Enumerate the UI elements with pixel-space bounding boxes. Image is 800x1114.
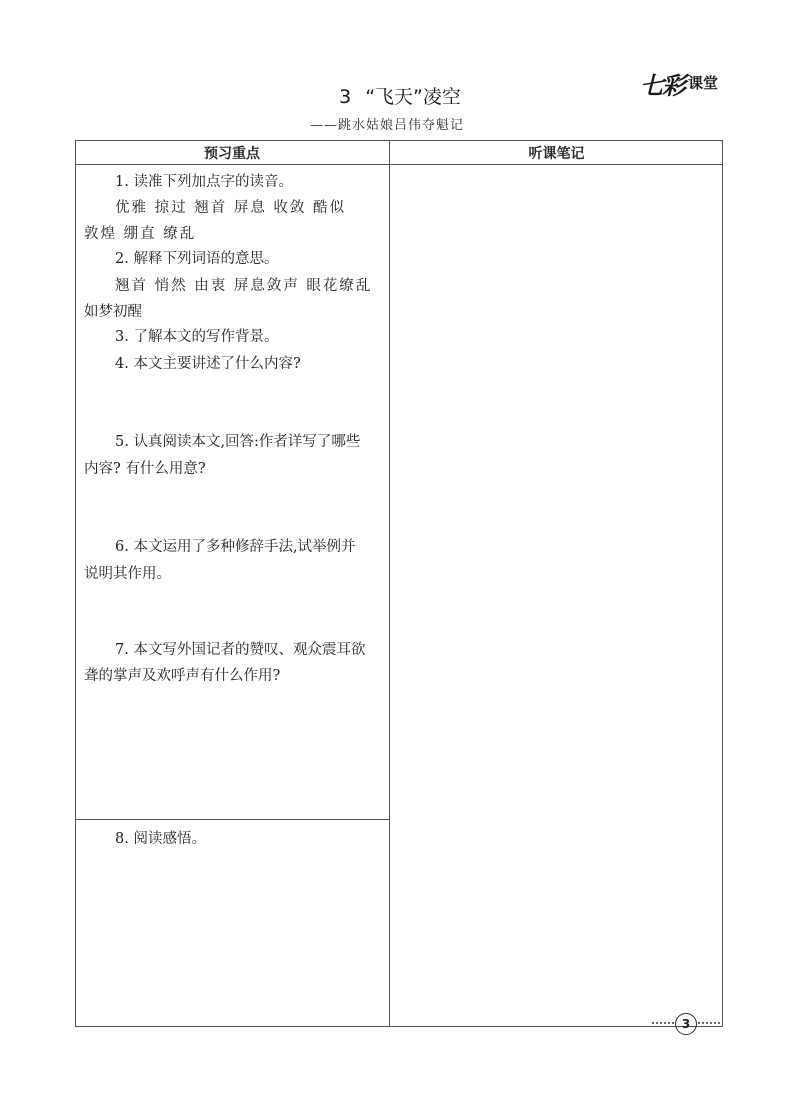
question-8: 8. 阅读感悟。 <box>115 831 206 847</box>
page-number: 3 <box>675 1013 697 1035</box>
question-4: 4. 本文主要讲述了什么内容? <box>115 356 301 372</box>
lesson-title <box>0 82 800 109</box>
question-2-words-line-2: 如梦初醒 <box>84 304 142 320</box>
question-2-words-line-1: 翘首 悄然 由衷 屏息敛声 眼花缭乱 <box>115 278 373 294</box>
preview-key-points-header: 预习重点 <box>204 146 260 162</box>
lesson-subtitle: ——跳水姑娘吕伟夺魁记 <box>310 118 465 133</box>
dots-decoration-left <box>652 1022 674 1028</box>
question-2: 2. 解释下列词语的意思。 <box>115 251 279 267</box>
question-1: 1. 读准下列加点字的读音。 <box>115 174 293 190</box>
header-divider <box>75 164 723 165</box>
question-7-line-2: 聋的掌声及欢呼声有什么作用? <box>84 668 281 684</box>
question-1-words-line-1: 优雅 掠过 翘首 屏息 收敛 酷似 <box>115 200 347 216</box>
lesson-title-text: “飞天”凌空 <box>365 86 461 108</box>
question-6-line-2: 说明其作用。 <box>84 566 171 582</box>
question-1-words-line-2: 敦煌 绷直 缭乱 <box>84 226 197 242</box>
question-3: 3. 了解本文的写作背景。 <box>115 329 279 345</box>
question-6-line-1: 6. 本文运用了多种修辞手法,试举例并 <box>115 539 356 555</box>
brand-logo-text: 课堂 <box>688 74 719 92</box>
question-5-line-1: 5. 认真阅读本文,回答:作者详写了哪些 <box>115 434 361 450</box>
question-5-line-2: 内容? 有什么用意? <box>84 461 206 477</box>
lesson-number: 3 <box>339 86 352 108</box>
question-7-line-1: 7. 本文写外国记者的赞叹、观众震耳欲 <box>115 642 366 658</box>
brand-logo-script: 七彩 <box>640 72 684 100</box>
section-divider <box>75 819 390 820</box>
page-number-badge <box>650 1013 722 1035</box>
lecture-notes-header: 听课笔记 <box>528 146 585 162</box>
dots-decoration-right <box>698 1022 720 1028</box>
